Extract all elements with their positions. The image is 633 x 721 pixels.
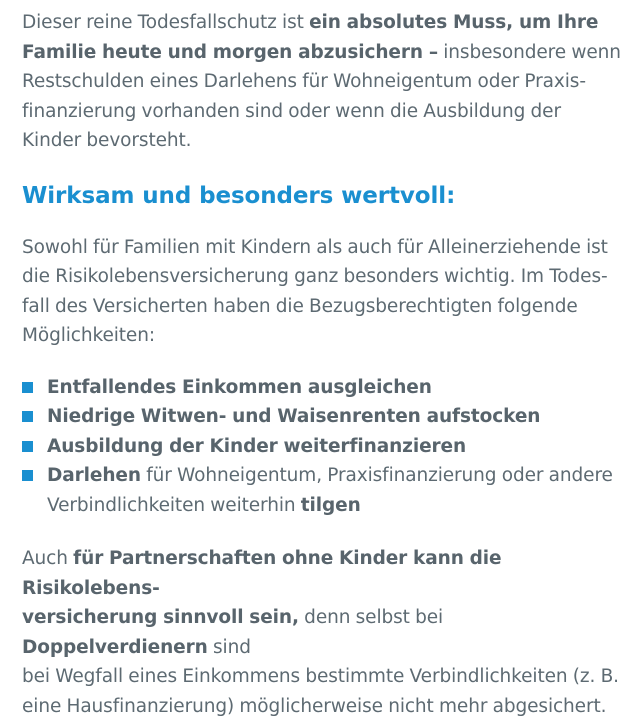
square-bullet-icon	[22, 411, 33, 422]
bullet-text: für Wohneigentum, Praxisfinanzierung oder andere Verbindlichkeiten weiterhin	[47, 465, 613, 516]
square-bullet-icon	[22, 470, 33, 481]
list-item	[22, 402, 626, 432]
closing-text-3: sind bei Wegfall eines Einkommens bestimmte Verbindlichkeiten (z. B. eine Hausfinanzierung) möglicherweise nicht mehr abgesichert.	[22, 636, 619, 717]
document-page	[22, 8, 626, 721]
bullet-bold-darlehen: Darlehen	[47, 465, 141, 486]
section-heading: Wirksam und besonders wertvoll:	[22, 182, 456, 209]
bullet-bold-tilgen: tilgen	[300, 494, 361, 516]
body-paragraph: Sowohl für Familien mit Kindern als auch für Alleinerziehende ist die Risikolebensversicherung ganz besonders wichtig. Im Todes- fall des Versicherten haben die Bezugsberechtigten folgende Möglichkeiten:	[22, 236, 608, 346]
intro-bold-1: ein absolutes Muss, um Ihre Familie heute und morgen abzusichern –	[22, 12, 599, 63]
bullet-list	[22, 373, 626, 521]
intro-paragraph	[22, 8, 626, 156]
square-bullet-icon	[22, 441, 33, 452]
intro-text-2: insbesondere wenn Restschulden eines Darlehens für Wohneigentum oder Praxis- finanzierung vorhanden sind oder wenn die Ausbildung der Kinder bevorsteht.	[22, 41, 621, 151]
closing-text-1: Auch	[22, 548, 74, 569]
list-item	[22, 461, 626, 520]
bullet-text: Ausbildung der Kinder weiterfinanzieren	[47, 435, 467, 457]
square-bullet-icon	[22, 382, 33, 393]
bullet-text: Niedrige Witwen- und Waisenrenten aufstocken	[47, 406, 541, 427]
closing-text-2: denn selbst bei	[298, 607, 444, 628]
closing-paragraph	[22, 544, 626, 721]
closing-bold-2: Doppelverdienern	[22, 636, 208, 658]
intro-text-1: Dieser reine Todesfallschutz ist	[22, 12, 310, 33]
list-item	[22, 373, 626, 403]
list-item	[22, 432, 626, 462]
closing-bold-1: für Partnerschaften ohne Kinder kann die Risikolebens- versicherung sinnvoll sein,	[22, 548, 502, 628]
bullet-text: Entfallendes Einkommen ausgleichen	[47, 376, 432, 398]
